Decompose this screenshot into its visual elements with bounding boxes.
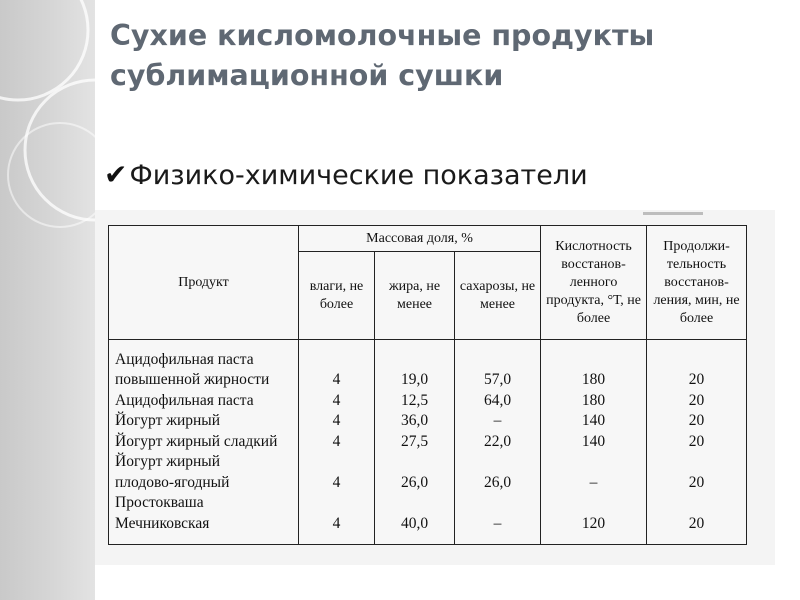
fat-value	[375, 452, 454, 473]
slide-title	[110, 16, 760, 96]
acidity-value	[541, 493, 646, 514]
moisture-value: 4	[332, 473, 341, 491]
header-product: Продукт	[109, 226, 299, 340]
header-duration: Продолжи-тельность восстанов-ления, мин, не более	[647, 226, 747, 340]
sucrose-column	[455, 340, 541, 545]
header-moisture: влаги, не более	[299, 252, 375, 340]
duration-value: 20	[688, 473, 705, 491]
product-column	[109, 340, 299, 545]
acidity-value	[541, 350, 646, 371]
product-name: Йогурт жирный	[115, 412, 221, 430]
moisture-value: 4	[332, 391, 341, 409]
slide-title-line-1: Сухие кисломолочные продукты	[110, 19, 655, 52]
duration-value	[647, 350, 746, 371]
acidity-value: 180	[581, 371, 606, 389]
product-name: Простокваша	[115, 494, 204, 512]
duration-column	[647, 340, 747, 545]
acidity-value: 140	[581, 412, 606, 430]
duration-value	[647, 493, 746, 514]
sucrose-value	[455, 493, 540, 514]
moisture-value: 4	[332, 412, 341, 430]
fat-value: 12,5	[400, 391, 429, 409]
decorative-circles	[0, 0, 95, 600]
header-acidity: Кислотность восстанов-ленного продукта, °Т, не более	[541, 226, 647, 340]
acidity-column	[541, 340, 647, 545]
sucrose-value	[455, 350, 540, 371]
checkmark-icon: ✔	[104, 158, 128, 191]
moisture-value	[299, 350, 374, 371]
sucrose-value: 64,0	[483, 391, 512, 409]
acidity-value	[541, 452, 646, 473]
product-name: повышенной жирности	[115, 371, 270, 389]
fat-value: 40,0	[400, 514, 429, 532]
decorative-side-strip	[0, 0, 95, 600]
scan-artifact	[643, 212, 703, 215]
acidity-value: 120	[581, 514, 606, 532]
fat-value: 36,0	[400, 412, 429, 430]
header-mass-fraction: Массовая доля, %	[299, 226, 541, 252]
fat-value: 27,5	[400, 432, 429, 450]
sucrose-value: –	[493, 412, 502, 430]
sucrose-value: 22,0	[483, 432, 512, 450]
sucrose-value	[455, 452, 540, 473]
moisture-column	[299, 340, 375, 545]
moisture-value: 4	[332, 432, 341, 450]
fat-value	[375, 350, 454, 371]
moisture-value	[299, 493, 374, 514]
product-name: Ацидофильная паста	[115, 350, 254, 368]
bullet-text: Физико-химические показатели	[129, 160, 588, 191]
header-fat: жира, не менее	[375, 252, 455, 340]
duration-value: 20	[688, 371, 705, 389]
duration-value: 20	[688, 412, 705, 430]
duration-value	[647, 452, 746, 473]
product-name: Йогурт жирный сладкий	[115, 432, 278, 450]
duration-value: 20	[688, 391, 705, 409]
scanned-table-image	[95, 210, 775, 565]
fat-value	[375, 493, 454, 514]
header-sucrose: сахарозы, не менее	[455, 252, 541, 340]
duration-value: 20	[688, 432, 705, 450]
fat-column	[375, 340, 455, 545]
fat-value: 26,0	[400, 473, 429, 491]
bullet-point	[104, 158, 588, 193]
acidity-value: 180	[581, 391, 606, 409]
product-name: Ацидофильная паста	[115, 391, 254, 409]
product-name: плодово-ягодный	[115, 473, 230, 491]
product-name: Мечниковская	[115, 514, 210, 532]
product-name: Йогурт жирный	[115, 453, 221, 471]
physico-chemical-table	[108, 225, 747, 545]
sucrose-value: 26,0	[483, 473, 512, 491]
acidity-value: –	[589, 473, 598, 491]
sucrose-value: –	[493, 514, 502, 532]
fat-value: 19,0	[400, 371, 429, 389]
slide-title-line-2: сублимационной сушки	[110, 59, 504, 92]
moisture-value	[299, 452, 374, 473]
sucrose-value: 57,0	[483, 371, 512, 389]
moisture-value: 4	[332, 371, 341, 389]
acidity-value: 140	[581, 432, 606, 450]
moisture-value: 4	[332, 514, 341, 532]
duration-value: 20	[688, 514, 705, 532]
